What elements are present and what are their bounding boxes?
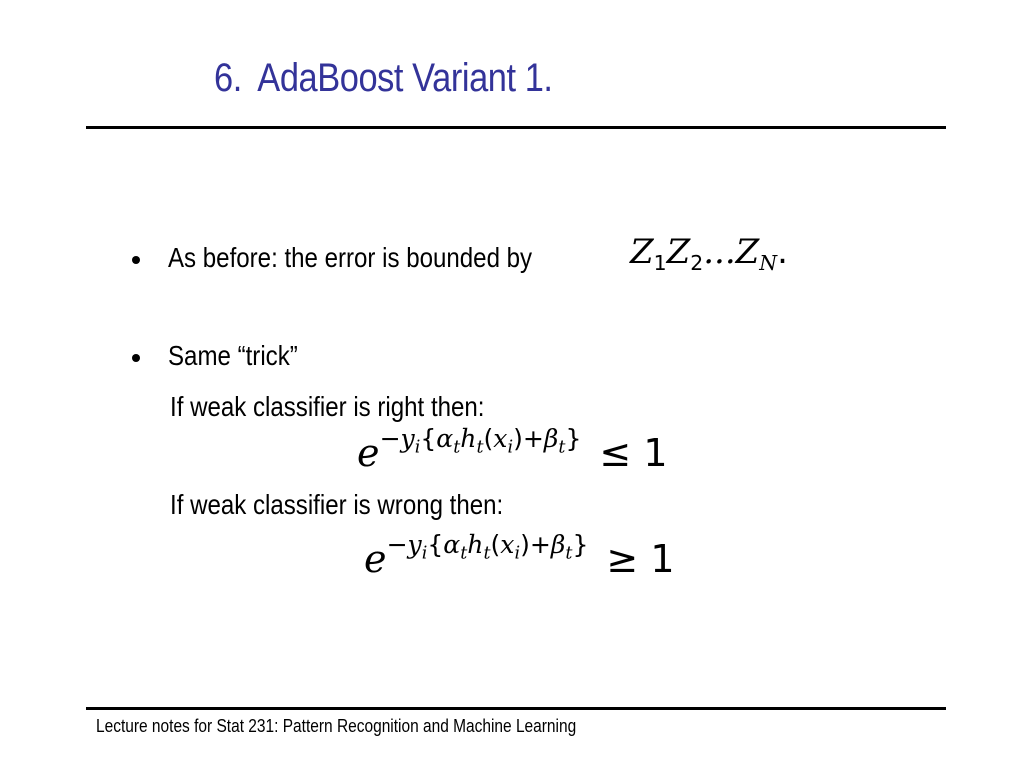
bullet-icon [132, 256, 140, 264]
bound-product-formula: $Z_1Z_2...Z_N$. [630, 232, 788, 276]
bullet-icon [132, 354, 140, 362]
slide-title [214, 56, 553, 101]
slide-title-text: AdaBoost Variant 1. [257, 56, 553, 100]
right-case-formula: $e^{-y_i\{\alpha_th_t(x_i)+\beta_t\}} \le 1$ [357, 424, 668, 475]
wrong-case-text: If weak classifier is wrong then: [170, 489, 504, 520]
top-divider [86, 126, 946, 129]
slide-number: 6. [214, 56, 242, 100]
wrong-case-formula: $e^{-y_i\{\alpha_th_t(x_i)+\beta_t\}} \ge 1$ [364, 530, 675, 581]
bullet-2-text: Same “trick” [168, 340, 298, 371]
bullet-1-text: As before: the error is bounded by [168, 242, 533, 273]
footer-text: Lecture notes for Stat 231: Pattern Recognition and Machine Learning [96, 716, 577, 736]
bottom-divider [86, 707, 946, 710]
right-case-text: If weak classifier is right then: [170, 391, 485, 422]
